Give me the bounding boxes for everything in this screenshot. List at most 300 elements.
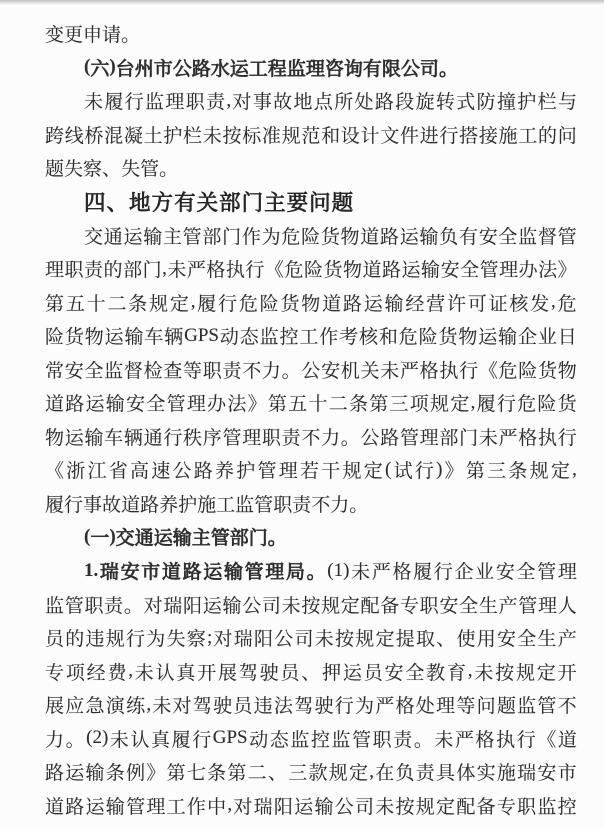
text-unit: 进: [419, 125, 439, 147]
text-unit: 危: [238, 293, 258, 315]
text-unit: 监: [45, 595, 65, 617]
text-unit: 企: [454, 562, 474, 584]
text-unit: 专: [399, 595, 419, 617]
text-unit: 定: [363, 461, 383, 483]
text-unit: 设: [340, 125, 360, 147]
text-unit: (1): [327, 559, 350, 581]
text-unit: 经: [405, 293, 425, 315]
text-unit: 管: [126, 796, 146, 818]
text-unit: 公: [274, 629, 294, 651]
text-unit: 路: [380, 427, 400, 449]
text-unit: 对: [232, 92, 252, 114]
text-unit: 路: [65, 796, 85, 818]
document-body: [45, 17, 577, 822]
text-unit: 第: [45, 293, 65, 315]
text-unit: 认: [155, 662, 175, 684]
text-unit: 教: [426, 662, 446, 684]
text-unit: 四: [84, 191, 107, 215]
text-unit: 线: [64, 125, 84, 147]
text-unit: 责: [281, 427, 301, 449]
text-unit: 请: [102, 25, 122, 47]
text-unit: 瑞: [253, 796, 273, 818]
text-unit: 核: [509, 293, 529, 315]
text-unit: 履: [197, 293, 217, 315]
text-unit: 险: [418, 327, 438, 349]
text-unit: 司: [419, 58, 439, 80]
text-unit: 职: [202, 360, 222, 382]
text-unit: 按: [335, 629, 355, 651]
text-unit: 负: [439, 226, 459, 248]
text-unit: 程: [267, 58, 287, 80]
text-unit: 全: [517, 629, 537, 651]
text-unit: 规: [515, 662, 535, 684]
text-unit: ): [436, 458, 443, 480]
text-unit: 对: [172, 696, 192, 718]
text-unit: 发: [530, 293, 550, 315]
text-unit: 管: [399, 427, 419, 449]
text-unit: 押: [322, 662, 342, 684]
text-unit: 款: [308, 763, 328, 785]
text-unit: 物: [45, 427, 65, 449]
text-unit: 养: [159, 494, 179, 516]
text-unit: 货: [320, 226, 340, 248]
text-unit: 若: [300, 461, 320, 483]
text-unit: 司: [261, 595, 281, 617]
text-unit: 力: [45, 729, 65, 751]
text-unit: 定: [169, 293, 189, 315]
text-unit: 理: [242, 427, 262, 449]
text-unit: 。: [340, 427, 360, 449]
text-unit: 管: [479, 260, 499, 282]
text-unit: 危: [284, 260, 304, 282]
text-unit: 部: [123, 260, 143, 282]
text-unit: 所: [334, 92, 354, 114]
text-unit: 考: [339, 327, 359, 349]
text-unit: 未: [84, 92, 104, 114]
text-unit: 理: [557, 562, 577, 584]
text-unit: 问: [557, 125, 577, 147]
text-unit: 管: [254, 494, 274, 516]
text-unit: 运: [65, 763, 85, 785]
text-unit: 变: [45, 25, 65, 47]
text-unit: 江: [87, 461, 107, 483]
text-unit: 条: [207, 763, 227, 785]
text-unit: 门: [459, 427, 479, 449]
text-unit: 员: [280, 662, 300, 684]
text-unit: 台: [115, 58, 135, 80]
text-unit: 。: [413, 729, 433, 751]
text-unit: 有: [174, 191, 197, 215]
text-line: [45, 487, 577, 521]
text-unit: 管: [244, 562, 264, 584]
text-line: [45, 84, 577, 118]
text-unit: 驶: [259, 662, 279, 684]
text-unit: 险: [301, 226, 321, 248]
text-unit: 行: [218, 293, 238, 315]
text-unit: 交: [84, 226, 104, 248]
text-unit: 备: [476, 796, 496, 818]
text-unit: 。: [438, 58, 458, 80]
text-unit: ,: [190, 291, 196, 313]
text-unit: 段: [395, 92, 415, 114]
text-unit: 凝: [123, 125, 143, 147]
text-unit: 力: [321, 427, 341, 449]
text-unit: 严: [399, 360, 419, 382]
text-unit: 例: [126, 763, 146, 785]
text-unit: 管: [140, 159, 160, 181]
text-unit: 二: [107, 293, 127, 315]
text-unit: 真: [176, 662, 196, 684]
text-unit: 养: [215, 461, 235, 483]
text-unit: 输: [172, 528, 192, 550]
text-unit: 等: [456, 696, 476, 718]
text-unit: 物: [557, 360, 577, 382]
text-unit: 监: [235, 494, 255, 516]
text-unit: GPS: [212, 727, 248, 749]
text-unit: 阳: [254, 629, 274, 651]
text-unit: 速: [151, 461, 171, 483]
text-line: [45, 252, 577, 286]
text-line: [45, 621, 577, 655]
text-unit: 故: [102, 494, 122, 516]
text-unit: 工: [216, 494, 236, 516]
text-unit: 未: [134, 662, 154, 684]
text-unit: 门: [248, 528, 268, 550]
text-unit: (: [385, 458, 392, 480]
text-line: [45, 453, 577, 487]
text-unit: 控: [279, 327, 299, 349]
text-unit: 三: [389, 394, 409, 416]
text-unit: 可: [467, 293, 487, 315]
text-unit: 行: [433, 562, 453, 584]
text-line: [45, 386, 577, 420]
text-unit: 路: [342, 293, 362, 315]
text-unit: 交: [115, 528, 135, 550]
text-unit: 规: [149, 293, 169, 315]
text-unit: 行: [64, 494, 84, 516]
text-unit: 按: [395, 796, 415, 818]
text-unit: 输: [143, 226, 163, 248]
text-unit: 护: [517, 92, 537, 114]
text-unit: 条: [348, 394, 368, 416]
text-unit: ,: [572, 458, 577, 480]
text-unit: 险: [518, 360, 538, 382]
text-unit: 限: [381, 58, 401, 80]
text-unit: 不: [242, 360, 262, 382]
text-unit: 察: [83, 159, 103, 181]
text-unit: 公: [301, 360, 321, 382]
text-unit: 执: [225, 260, 245, 282]
text-unit: 具: [436, 763, 456, 785]
text-unit: 路: [193, 461, 213, 483]
text-unit: 项: [65, 662, 85, 684]
text-unit: 日: [557, 327, 577, 349]
text-unit: 未: [281, 595, 301, 617]
text-unit: 机: [340, 360, 360, 382]
text-unit: 地: [129, 191, 152, 215]
text-unit: 《: [45, 461, 65, 483]
text-line: [45, 185, 577, 219]
text-unit: 土: [143, 125, 163, 147]
text-unit: 桥: [84, 125, 104, 147]
text-unit: 安: [537, 763, 557, 785]
text-unit: 公: [334, 796, 354, 818]
text-unit: 撞: [496, 92, 516, 114]
text-unit: 运: [294, 796, 314, 818]
text-unit: 管: [64, 595, 84, 617]
text-unit: 责: [84, 260, 104, 282]
text-unit: 未: [375, 796, 395, 818]
text-unit: 危: [557, 293, 577, 315]
text-unit: 督: [123, 360, 143, 382]
text-unit: 有: [458, 226, 478, 248]
text-unit: 办: [518, 260, 538, 282]
text-unit: 驶: [314, 696, 334, 718]
text-unit: 对: [213, 629, 233, 651]
text-unit: 阳: [273, 796, 293, 818]
text-unit: 严: [186, 260, 206, 282]
text-unit: 责: [206, 92, 226, 114]
text-unit: 道: [557, 729, 577, 751]
text-unit: 规: [355, 629, 375, 651]
text-unit: 理: [419, 427, 439, 449]
text-unit: 开: [557, 662, 577, 684]
text-unit: 工: [518, 125, 538, 147]
text-unit: 动: [219, 327, 239, 349]
text-unit: 题: [496, 696, 516, 718]
text-unit: 问: [309, 191, 332, 215]
text-unit: 路: [182, 562, 202, 584]
text-unit: 产: [557, 629, 577, 651]
text-unit: 浙: [66, 461, 86, 483]
text-line: [45, 319, 577, 353]
text-unit: 通: [103, 226, 123, 248]
text-unit: 运: [229, 58, 249, 80]
text-line: [45, 554, 577, 588]
text-unit: 管: [352, 729, 372, 751]
text-unit: 门: [142, 260, 162, 282]
text-unit: 全: [459, 595, 479, 617]
text-unit: 全: [516, 562, 536, 584]
text-unit: 履: [476, 394, 496, 416]
text-unit: 货: [280, 293, 300, 315]
text-unit: 运: [153, 528, 173, 550]
text-unit: 未: [380, 360, 400, 382]
text-unit: 咨: [324, 58, 344, 80]
text-unit: 履: [171, 729, 191, 751]
text-unit: 车: [144, 327, 164, 349]
text-unit: (: [84, 525, 91, 547]
text-unit: 法: [538, 260, 558, 282]
text-unit: 运: [363, 293, 383, 315]
text-unit: 输: [314, 796, 334, 818]
text-unit: 许: [446, 293, 466, 315]
text-unit: 理: [499, 260, 519, 282]
text-unit: 未: [109, 729, 129, 751]
text-unit: 未: [351, 562, 371, 584]
text-unit: 管: [166, 394, 186, 416]
text-unit: 理: [146, 796, 166, 818]
text-unit: 标: [242, 125, 262, 147]
text-unit: 险: [259, 293, 279, 315]
text-unit: (: [84, 56, 91, 78]
text-unit: 十: [86, 293, 106, 315]
text-unit: 职: [261, 427, 281, 449]
text-unit: ,: [551, 291, 556, 313]
text-line: [45, 17, 577, 51]
text-unit: 序: [202, 427, 222, 449]
text-unit: 监: [259, 327, 279, 349]
text-unit: 营: [426, 293, 446, 315]
text-unit: 理: [186, 394, 206, 416]
text-unit: 人: [557, 595, 577, 617]
text-unit: (2): [86, 727, 109, 749]
text-unit: 未: [152, 696, 172, 718]
text-unit: 三: [288, 763, 308, 785]
text-unit: 主: [264, 191, 287, 215]
text-unit: 作: [186, 796, 206, 818]
text-unit: 规: [281, 125, 301, 147]
text-unit: 地: [293, 92, 313, 114]
text-unit: 按: [495, 662, 515, 684]
text-unit: 输: [223, 562, 243, 584]
text-unit: 输: [384, 293, 404, 315]
text-unit: 控: [310, 729, 330, 751]
text-unit: 运: [85, 796, 105, 818]
text-unit: 专: [45, 662, 65, 684]
text-unit: 全: [498, 226, 518, 248]
text-unit: 、: [436, 629, 456, 651]
text-unit: 故: [273, 92, 293, 114]
text-unit: ): [109, 525, 116, 547]
text-unit: GPS: [184, 324, 219, 346]
text-unit: 履: [104, 92, 124, 114]
text-unit: 负: [395, 763, 415, 785]
text-unit: 门: [241, 191, 265, 215]
text-unit: 危: [398, 327, 418, 349]
text-unit: 严: [375, 696, 395, 718]
text-unit: 五: [288, 394, 308, 416]
text-unit: 》: [146, 763, 166, 785]
text-unit: 运: [85, 394, 105, 416]
text-unit: 中: [207, 796, 227, 818]
text-unit: 道: [322, 293, 342, 315]
text-unit: ,: [162, 257, 167, 279]
text-unit: 格: [392, 562, 412, 584]
text-unit: 违: [253, 696, 273, 718]
text-unit: 司: [354, 796, 374, 818]
text-unit: 跨: [45, 125, 65, 147]
text-unit: 。: [65, 729, 85, 751]
text-unit: 瑞: [233, 629, 253, 651]
text-unit: 练: [126, 696, 146, 718]
text-unit: 一: [90, 528, 110, 550]
text-unit: 理: [265, 562, 285, 584]
text-unit: 安: [321, 360, 341, 382]
text-unit: 。: [159, 159, 179, 181]
text-unit: 关: [360, 360, 380, 382]
text-unit: 不: [557, 696, 577, 718]
text-unit: 条: [508, 461, 528, 483]
text-unit: 安: [120, 562, 140, 584]
text-unit: 条: [105, 763, 125, 785]
text-unit: 定: [450, 394, 470, 416]
text-unit: 对: [143, 595, 163, 617]
text-unit: 全: [460, 260, 480, 282]
text-unit: 十: [308, 394, 328, 416]
text-unit: 行: [163, 427, 183, 449]
text-unit: 法: [227, 394, 247, 416]
text-unit: 全: [405, 662, 425, 684]
text-unit: 责: [415, 763, 435, 785]
text-unit: 瑞: [163, 595, 183, 617]
text-unit: 路: [374, 92, 394, 114]
text-unit: 检: [143, 360, 163, 382]
text-unit: 栏: [183, 125, 203, 147]
text-unit: 业: [475, 562, 495, 584]
text-unit: 员: [45, 629, 65, 651]
text-unit: 监: [518, 226, 538, 248]
text-unit: 工: [166, 796, 186, 818]
text-unit: 防: [476, 92, 496, 114]
text-line: [45, 285, 577, 319]
text-unit: 作: [319, 327, 339, 349]
text-unit: 驾: [238, 662, 258, 684]
text-unit: ,: [369, 760, 374, 782]
text-unit: 规: [415, 796, 435, 818]
text-unit: 。: [281, 360, 301, 382]
text-unit: 业: [537, 327, 557, 349]
text-unit: 道: [360, 226, 380, 248]
text-unit: 询: [343, 58, 363, 80]
text-unit: 第: [369, 394, 389, 416]
text-unit: 全: [84, 360, 104, 382]
text-unit: 辆: [123, 427, 143, 449]
text-unit: 格: [419, 360, 439, 382]
text-unit: 等: [183, 360, 203, 382]
text-unit: 和: [321, 125, 341, 147]
text-unit: 未: [202, 125, 222, 147]
text-unit: 管: [537, 562, 557, 584]
text-unit: 监: [290, 729, 310, 751]
text-unit: 规: [105, 629, 125, 651]
text-unit: 驶: [213, 696, 233, 718]
text-unit: 、: [106, 191, 130, 215]
text-unit: 理: [537, 595, 557, 617]
text-unit: 州: [134, 58, 154, 80]
text-unit: 定: [436, 796, 456, 818]
text-unit: 态: [269, 729, 289, 751]
text-unit: 主: [191, 528, 211, 550]
text-unit: 路: [45, 763, 65, 785]
text-unit: 件: [399, 125, 419, 147]
text-unit: 的: [65, 629, 85, 651]
text-unit: 、: [102, 159, 122, 181]
text-unit: 产: [498, 595, 518, 617]
text-unit: 配: [456, 796, 476, 818]
text-unit: 输: [498, 327, 518, 349]
text-unit: 更: [64, 25, 84, 47]
text-unit: 费: [107, 662, 127, 684]
text-unit: 安: [440, 260, 460, 282]
text-unit: 理: [305, 58, 325, 80]
text-unit: 责: [222, 360, 242, 382]
text-unit: 格: [475, 729, 495, 751]
text-unit: 险: [303, 260, 323, 282]
text-line: [45, 688, 577, 722]
text-unit: 货: [438, 327, 458, 349]
text-unit: 实: [476, 763, 496, 785]
